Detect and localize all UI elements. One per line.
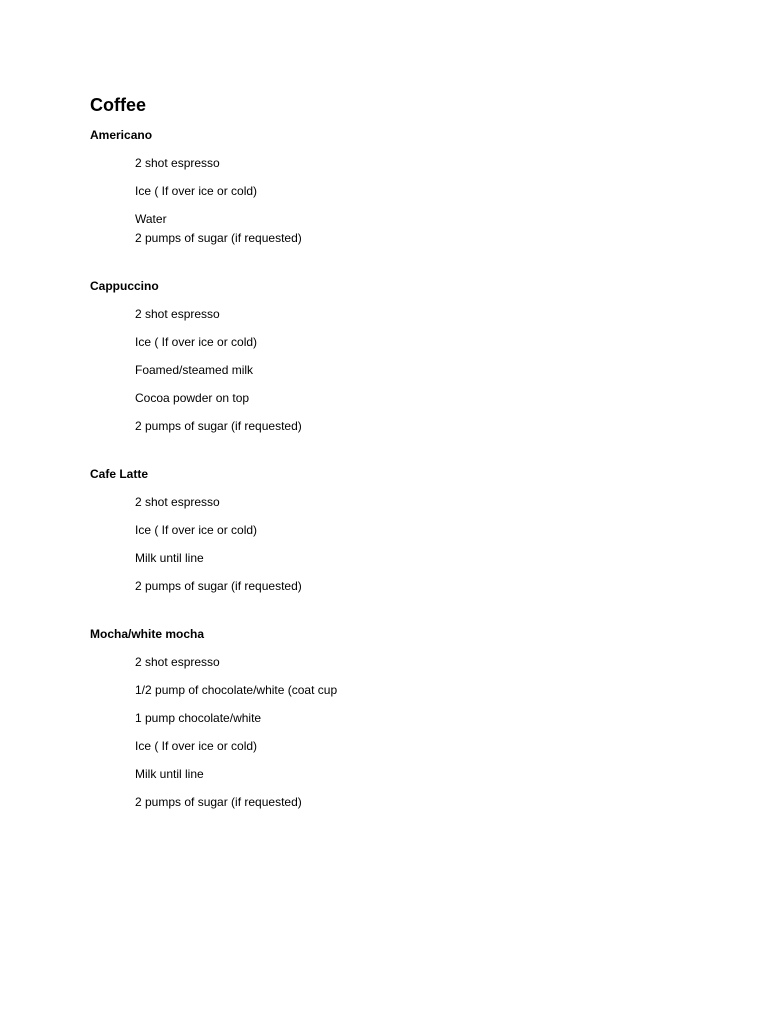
ingredient-item: Cocoa powder on top bbox=[135, 391, 250, 405]
recipe-heading: Americano bbox=[90, 128, 153, 142]
ingredient-item: Ice ( If over ice or cold) bbox=[135, 335, 258, 349]
ingredient-item: Milk until line bbox=[135, 767, 204, 781]
ingredient-item: 1 pump chocolate/white bbox=[135, 711, 262, 725]
document-body bbox=[90, 94, 690, 843]
recipe-section-mocha bbox=[90, 627, 690, 810]
ingredient-item: 2 pumps of sugar (if requested) bbox=[135, 231, 302, 245]
ingredient-item: Ice ( If over ice or cold) bbox=[135, 184, 258, 198]
recipe-heading: Cappuccino bbox=[90, 279, 159, 293]
ingredient-item: Ice ( If over ice or cold) bbox=[135, 523, 258, 537]
document-title: Coffee bbox=[90, 95, 147, 115]
recipe-heading: Cafe Latte bbox=[90, 467, 149, 481]
recipe-heading: Mocha/white mocha bbox=[90, 627, 205, 641]
ingredient-item: 2 shot espresso bbox=[135, 495, 220, 509]
ingredient-item: Foamed/steamed milk bbox=[135, 363, 254, 377]
ingredient-item: 2 pumps of sugar (if requested) bbox=[135, 795, 302, 809]
recipe-section-cafe-latte bbox=[90, 467, 690, 594]
ingredient-item: 2 shot espresso bbox=[135, 156, 220, 170]
ingredient-item: Water bbox=[135, 212, 167, 226]
ingredient-item: 2 pumps of sugar (if requested) bbox=[135, 579, 302, 593]
recipe-section-americano bbox=[90, 128, 690, 246]
ingredient-item: Ice ( If over ice or cold) bbox=[135, 739, 258, 753]
ingredient-item: 2 shot espresso bbox=[135, 307, 220, 321]
ingredient-item: Milk until line bbox=[135, 551, 204, 565]
recipe-section-cappuccino bbox=[90, 279, 690, 434]
ingredient-item: 2 shot espresso bbox=[135, 655, 220, 669]
ingredient-item: 1/2 pump of chocolate/white (coat cup bbox=[135, 683, 338, 697]
ingredient-item: 2 pumps of sugar (if requested) bbox=[135, 419, 302, 433]
